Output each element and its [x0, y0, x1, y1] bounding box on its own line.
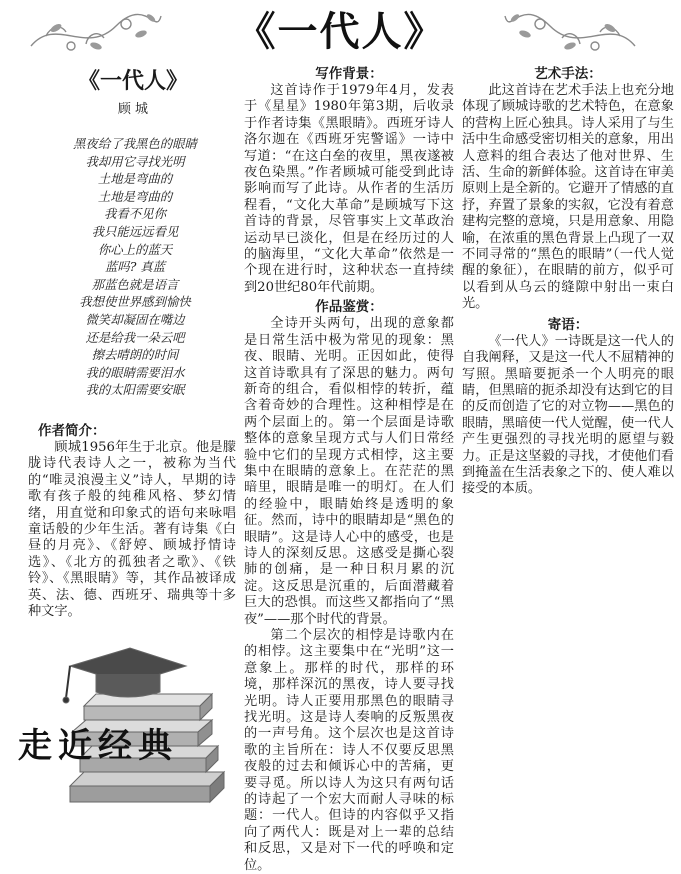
poem-title: 《一代人》: [77, 69, 188, 94]
technique-text: 此这首诗在艺术手法上也充分地体现了顾城诗歌的艺术特色，在意象的营构上匠心独具。诗人采用了与生活中生命感受密切相关的意象，用出人意料的组合表达了他对世界、生活、生命的新鲜体验。这首诗在审美原则上是全新的。它避开了情感的直抒，弃置了景象的实叙，它没有着意建构完整的意境，只是用意象、用隐喻，在浓重的黑色背景上凸现了一双不同寻常的“黑色的眼睛”（一代人觉醒的象征），在眼睛的前方，似乎可以看到从乌云的缝隙中射出一束白光。: [462, 83, 674, 312]
author-intro-section: [28, 423, 236, 620]
poem-line: 我看不见你: [104, 206, 166, 222]
poem-line: 擦去晴朗的时间: [91, 347, 179, 363]
message-text: 《一代人》一诗既是这一代人的自我阐释，又是这一代人不屈精神的写照。黑暗要扼杀一个人明亮的眼睛，但黑暗的扼杀却没有达到它的目的反而创造了它的对立物——黑色的眼睛，黑暗使一代人觉醒，使一代人产生更强烈的寻找光明的愿望与毅力。正是这坚毅的寻找，才使他们看到掩盖在生活表象之下的、使人难以接受的本质。: [462, 333, 674, 497]
poem-line: 我的眼睛需要泪水: [85, 364, 185, 380]
author-intro-text: 顾城1956年生于北京。他是朦胧诗代表诗人之一，被称为当代的“唯灵浪漫主义”诗人，早期的诗歌有孩子般的纯稚风格、梦幻情绪，用直觉和印象式的语句来咏唱童话般的少年生活。著有诗集《白昼的月亮》、《舒婷、顾城抒情诗选》、《北方的孤独者之歌》、《铁铃》、《黑眼睛》等，其作品被译成英、法、德、西班牙、瑞典等十多种文字。: [28, 440, 236, 620]
poem-line: 蓝吗? 真蓝: [104, 259, 166, 275]
poem-author: 顾 城: [117, 102, 149, 117]
poem-body: [40, 135, 230, 399]
message-heading: 寄语：: [547, 316, 589, 333]
technique-heading: 艺术手法：: [534, 66, 602, 82]
poem-line: 还是给我一朵云吧: [85, 329, 185, 345]
poem-line: 我只能远远看见: [91, 223, 179, 239]
slogan-banner: 走近经典: [18, 726, 178, 766]
middle-column: [244, 66, 454, 873]
poem-line: 我想使世界感到愉快: [79, 294, 191, 310]
poem-line: 那蓝色就是语言: [91, 276, 179, 292]
appreciation-heading: 作品鉴赏：: [315, 299, 383, 316]
poem-line: 我却用它寻找光明: [85, 153, 185, 169]
poem-line: 土地是弯曲的: [97, 188, 173, 204]
author-intro-heading: 作者简介：: [38, 423, 106, 439]
background-heading: 写作背景：: [315, 66, 383, 82]
poem-line: 土地是弯曲的: [97, 171, 173, 187]
poem-line: 你心上的蓝天: [97, 241, 173, 257]
right-column: [462, 66, 674, 498]
page-title: 《一代人》: [235, 9, 446, 55]
poem-line: 黑夜给了我黑色的眼睛: [73, 136, 197, 151]
poem-line: 微笑却凝固在嘴边: [85, 311, 185, 327]
appreciation-paragraph-1: 全诗开头两句，出现的意象都是日常生活中极为常见的现象：黑夜、眼睛、光明。正因如此，使得这首诗歌具有了深思的魅力。两句新奇的组合，看似相悖的转折，蕴含着奇妙的合理性。这种相悖是在两个层面上的。第一个层面是诗歌整体的意象呈现方式与人们日常经验中它们的呈现方式相悖，这主要集中在眼睛的意象上。在茫茫的黑暗里，眼睛是唯一的明灯。在人们的经验中，眼睛始终是透明的象征。然而，诗中的眼睛却是“黑色的眼睛”。这是诗人心中的感受，也是诗人的深刻反思。这感受是撕心裂肺的创痛，是一种日积月累的沉淀。这反思是沉重的，后面潜藏着巨大的恐惧。而这些又都指向了“黑夜”——那个时代的背景。: [244, 316, 454, 627]
poem-line: 我的太阳需要安眠: [85, 382, 185, 398]
background-text: 这首诗作于1979年4月，发表于《星星》1980年第3期，后收录于作者诗集《黑眼睛》。西班牙诗人洛尔迦在《西班牙宪警谣》一诗中写道：“在这白垒的夜里，黑夜遂被夜色染黑。”作者顾城可能受到此诗影响而写了此诗。从作者的生活历程看，“文化大革命”是顾城写下这首诗的背景，尽管事实上文革政治运动早已淡化，但是在经历过的人的脑海里，“文化大革命”依然是一个现在进行时，这种状态一直持续到20世纪80年代前期。: [244, 83, 454, 295]
appreciation-paragraph-2: 第二个层次的相悖是诗歌内在的相悖。这主要集中在“光明”这一意象上。那样的时代，那样的环境，那样深沉的黑夜，诗人要寻找光明。诗人正要用那黑色的眼睛寻找光明。这是诗人奏响的反叛黑夜的一声号角。这个层次也是这首诗歌的主旨所在：诗人不仅要反思黑夜般的过去和倾诉心中的苦痛，更要寻觅。所以诗人为这只有两句话的诗起了一个宏大而耐人寻味的标题：一代人。但诗的内容似乎又指向了两代人：既是对上一辈的总结和反思，又是对下一代的呼唤和定位。: [244, 628, 454, 873]
